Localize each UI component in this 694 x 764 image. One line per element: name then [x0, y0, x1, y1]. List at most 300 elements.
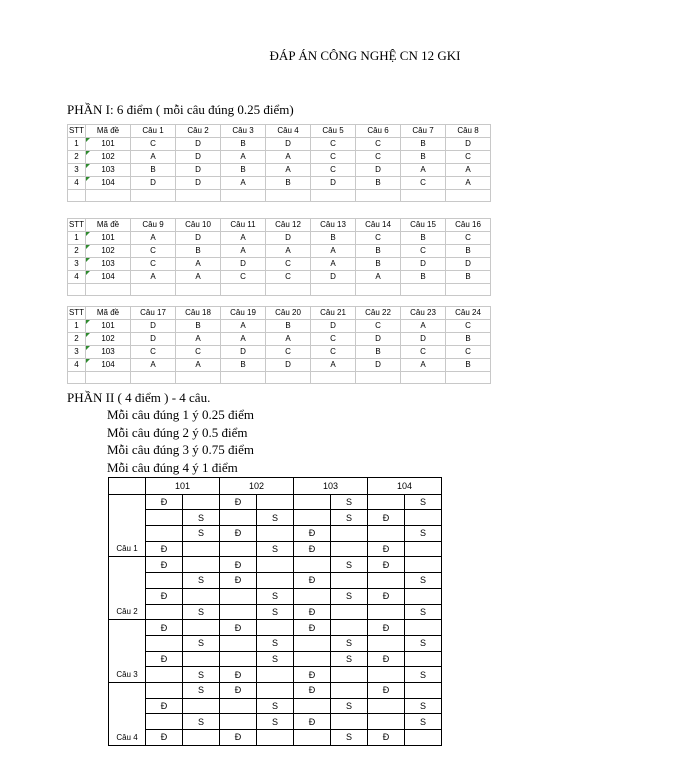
empty-row	[68, 372, 491, 384]
header-cell: Câu 23	[401, 307, 446, 320]
true-false-cell: Đ	[294, 541, 331, 557]
true-false-cell: Đ	[368, 557, 405, 573]
page-title: ĐÁP ÁN CÔNG NGHỆ CN 12 GKI	[269, 48, 461, 63]
true-false-cell: S	[257, 510, 294, 526]
header-cell: Câu 1	[131, 125, 176, 138]
true-false-cell	[294, 635, 331, 651]
answer-cell: B	[356, 346, 401, 359]
answer-cell: A	[446, 164, 491, 177]
table-row	[68, 258, 491, 271]
question-label: Câu 2	[109, 557, 146, 620]
header-cell: Mã đề	[86, 219, 131, 232]
true-false-cell: Đ	[294, 620, 331, 636]
true-false-cell	[257, 573, 294, 589]
true-false-cell	[368, 714, 405, 730]
answer-cell: 103	[86, 258, 131, 271]
answer-cell: A	[176, 359, 221, 372]
answer-table-2	[67, 218, 491, 296]
true-false-cell	[146, 510, 183, 526]
answer-cell: C	[131, 346, 176, 359]
header-cell: Câu 5	[311, 125, 356, 138]
answer-cell: C	[311, 164, 356, 177]
true-false-cell: Đ	[220, 557, 257, 573]
table-row	[68, 245, 491, 258]
true-false-cell	[183, 541, 220, 557]
answer-cell: A	[176, 271, 221, 284]
true-false-cell: Đ	[294, 604, 331, 620]
true-false-cell	[220, 651, 257, 667]
table-row	[109, 494, 442, 510]
header-cell: Câu 7	[401, 125, 446, 138]
true-false-cell	[257, 494, 294, 510]
answer-cell: B	[401, 138, 446, 151]
answer-cell: 3	[68, 346, 86, 359]
answer-cell: C	[356, 138, 401, 151]
answer-cell: B	[131, 164, 176, 177]
empty-cell	[221, 190, 266, 202]
empty-cell	[266, 284, 311, 296]
empty-cell	[221, 372, 266, 384]
table-row	[109, 573, 442, 589]
answer-cell: D	[446, 258, 491, 271]
scoring-rule: Mỗi câu đúng 4 ý 1 điểm	[107, 460, 238, 475]
true-false-cell	[368, 698, 405, 714]
answer-cell: D	[356, 333, 401, 346]
true-false-cell	[183, 557, 220, 573]
true-false-cell: S	[257, 541, 294, 557]
code-header-row	[109, 478, 442, 495]
answer-cell: 4	[68, 177, 86, 190]
true-false-cell: S	[331, 651, 368, 667]
answer-cell: A	[401, 359, 446, 372]
empty-cell	[401, 190, 446, 202]
answer-cell: A	[311, 258, 356, 271]
answer-cell: C	[221, 271, 266, 284]
true-false-cell: Đ	[146, 494, 183, 510]
answer-cell: D	[311, 320, 356, 333]
answer-cell: D	[176, 177, 221, 190]
answer-cell: D	[266, 232, 311, 245]
true-false-cell	[294, 730, 331, 746]
true-false-cell: S	[257, 588, 294, 604]
true-false-cell	[294, 494, 331, 510]
true-false-cell: Đ	[220, 526, 257, 542]
empty-cell	[446, 372, 491, 384]
answer-cell: 104	[86, 177, 131, 190]
true-false-cell	[220, 635, 257, 651]
empty-cell	[311, 284, 356, 296]
true-false-cell	[183, 494, 220, 510]
true-false-cell: S	[405, 698, 442, 714]
answer-cell: C	[311, 346, 356, 359]
answer-cell: A	[401, 164, 446, 177]
table-row	[68, 346, 491, 359]
answer-cell: C	[356, 320, 401, 333]
answer-cell: B	[446, 333, 491, 346]
answer-cell: C	[266, 346, 311, 359]
header-cell: Câu 13	[311, 219, 356, 232]
true-false-cell: Đ	[220, 682, 257, 698]
answer-cell: B	[401, 151, 446, 164]
answer-cell: C	[401, 346, 446, 359]
answer-cell: 102	[86, 333, 131, 346]
answer-cell: D	[221, 346, 266, 359]
true-false-cell: Đ	[220, 620, 257, 636]
part1-heading: PHẦN I: 6 điểm ( mỗi câu đúng 0.25 điểm)	[67, 102, 294, 117]
empty-cell	[86, 372, 131, 384]
answer-cell: B	[356, 245, 401, 258]
table-row	[68, 177, 491, 190]
true-false-cell: S	[331, 557, 368, 573]
empty-cell	[86, 284, 131, 296]
answer-cell: B	[266, 320, 311, 333]
answer-cell: D	[131, 177, 176, 190]
table-row	[109, 730, 442, 746]
true-false-cell: S	[331, 510, 368, 526]
answer-cell: C	[131, 258, 176, 271]
answer-cell: C	[356, 232, 401, 245]
empty-cell	[176, 284, 221, 296]
true-false-cell	[257, 526, 294, 542]
answer-cell: C	[401, 245, 446, 258]
true-false-cell	[331, 541, 368, 557]
true-false-cell	[257, 620, 294, 636]
answer-cell: A	[221, 151, 266, 164]
true-false-cell	[257, 667, 294, 683]
answer-table-1	[67, 124, 491, 202]
true-false-cell: S	[183, 667, 220, 683]
true-false-cell: Đ	[294, 526, 331, 542]
answer-cell: A	[311, 359, 356, 372]
true-false-cell	[146, 635, 183, 651]
header-cell: Câu 4	[266, 125, 311, 138]
true-false-cell: S	[257, 714, 294, 730]
true-false-cell	[405, 541, 442, 557]
header-cell: Câu 24	[446, 307, 491, 320]
true-false-cell	[331, 526, 368, 542]
answer-cell: C	[176, 346, 221, 359]
answer-cell: 102	[86, 245, 131, 258]
empty-row	[68, 284, 491, 296]
true-false-cell: Đ	[220, 573, 257, 589]
answer-cell: B	[446, 359, 491, 372]
exam-code-header: 102	[220, 478, 294, 495]
answer-cell: D	[311, 177, 356, 190]
true-false-cell: S	[331, 588, 368, 604]
table-row	[109, 620, 442, 636]
true-false-cell: Đ	[368, 620, 405, 636]
answer-cell: 2	[68, 151, 86, 164]
table-row	[109, 510, 442, 526]
answer-cell: C	[311, 333, 356, 346]
answer-cell: A	[221, 245, 266, 258]
true-false-cell	[405, 588, 442, 604]
empty-cell	[311, 190, 356, 202]
answer-cell: 3	[68, 164, 86, 177]
empty-cell	[266, 372, 311, 384]
true-false-cell: S	[257, 604, 294, 620]
answer-cell: C	[311, 151, 356, 164]
table-row	[109, 698, 442, 714]
answer-cell: 101	[86, 138, 131, 151]
header-cell: Mã đề	[86, 125, 131, 138]
table-row	[68, 232, 491, 245]
answer-cell: D	[131, 320, 176, 333]
empty-cell	[401, 284, 446, 296]
answer-cell: C	[311, 138, 356, 151]
table-row	[109, 526, 442, 542]
header-cell: Câu 14	[356, 219, 401, 232]
table-row	[109, 651, 442, 667]
answer-cell: A	[131, 151, 176, 164]
true-false-cell: Đ	[294, 573, 331, 589]
true-false-cell	[146, 682, 183, 698]
empty-cell	[131, 284, 176, 296]
true-false-cell	[220, 588, 257, 604]
header-cell: Câu 12	[266, 219, 311, 232]
true-false-cell	[294, 557, 331, 573]
empty-cell	[446, 190, 491, 202]
answer-cell: B	[221, 138, 266, 151]
table-row	[109, 714, 442, 730]
answer-cell: 4	[68, 359, 86, 372]
answer-cell: D	[266, 138, 311, 151]
true-false-cell	[331, 620, 368, 636]
header-cell: STT	[68, 125, 86, 138]
true-false-cell	[257, 730, 294, 746]
true-false-cell: S	[405, 604, 442, 620]
answer-cell: D	[401, 333, 446, 346]
true-false-cell: S	[405, 494, 442, 510]
true-false-cell	[294, 588, 331, 604]
true-false-cell	[368, 635, 405, 651]
header-cell: STT	[68, 219, 86, 232]
header-cell: Câu 10	[176, 219, 221, 232]
answer-cell: 1	[68, 320, 86, 333]
true-false-cell: Đ	[220, 667, 257, 683]
true-false-cell: Đ	[294, 667, 331, 683]
true-false-cell: S	[331, 698, 368, 714]
answer-cell: B	[446, 245, 491, 258]
empty-row	[68, 190, 491, 202]
true-false-cell: S	[183, 604, 220, 620]
header-cell: Câu 2	[176, 125, 221, 138]
true-false-cell	[405, 620, 442, 636]
header-cell: Câu 8	[446, 125, 491, 138]
answer-cell: C	[446, 232, 491, 245]
part2-heading: PHẦN II ( 4 điểm ) - 4 câu.	[67, 390, 211, 405]
true-false-cell	[183, 698, 220, 714]
answer-cell: C	[131, 138, 176, 151]
true-false-cell	[257, 682, 294, 698]
answer-cell: B	[221, 359, 266, 372]
true-false-cell: Đ	[368, 682, 405, 698]
true-false-cell	[294, 510, 331, 526]
answer-cell: B	[401, 271, 446, 284]
answer-cell: 101	[86, 320, 131, 333]
table-row	[109, 667, 442, 683]
true-false-cell: S	[331, 730, 368, 746]
answer-cell: A	[266, 245, 311, 258]
true-false-cell	[405, 730, 442, 746]
header-cell: Câu 15	[401, 219, 446, 232]
question-label: Câu 4	[109, 682, 146, 745]
header-cell: Câu 17	[131, 307, 176, 320]
true-false-cell: Đ	[146, 651, 183, 667]
true-false-cell: S	[405, 635, 442, 651]
scoring-rule: Mỗi câu đúng 2 ý 0.5 điểm	[107, 425, 248, 440]
answer-cell: D	[176, 164, 221, 177]
true-false-cell	[405, 510, 442, 526]
answer-cell: A	[221, 232, 266, 245]
scoring-rule: Mỗi câu đúng 1 ý 0.25 điểm	[107, 407, 254, 422]
scoring-rule: Mỗi câu đúng 3 ý 0.75 điểm	[107, 442, 254, 457]
empty-cell	[68, 190, 86, 202]
true-false-cell	[183, 620, 220, 636]
true-false-cell	[146, 714, 183, 730]
answer-cell: 103	[86, 346, 131, 359]
answer-cell: C	[356, 151, 401, 164]
answer-cell: D	[446, 138, 491, 151]
table-row	[68, 359, 491, 372]
answer-cell: A	[401, 320, 446, 333]
true-false-cell: Đ	[146, 698, 183, 714]
true-false-cell	[294, 698, 331, 714]
answer-cell: 2	[68, 333, 86, 346]
true-false-cell: Đ	[294, 714, 331, 730]
answer-cell: 1	[68, 232, 86, 245]
answer-cell: D	[176, 138, 221, 151]
empty-cell	[131, 190, 176, 202]
answer-table-3	[67, 306, 491, 384]
true-false-cell: Đ	[368, 588, 405, 604]
header-cell: Câu 6	[356, 125, 401, 138]
answer-cell: A	[176, 333, 221, 346]
true-false-cell: Đ	[220, 494, 257, 510]
true-false-cell	[405, 557, 442, 573]
empty-cell	[311, 372, 356, 384]
true-false-cell: S	[183, 682, 220, 698]
true-false-cell	[220, 604, 257, 620]
true-false-cell	[146, 573, 183, 589]
answer-cell: C	[266, 271, 311, 284]
empty-cell	[446, 284, 491, 296]
table-row	[109, 541, 442, 557]
answer-cell: D	[176, 232, 221, 245]
true-false-cell	[146, 604, 183, 620]
answer-cell: A	[221, 177, 266, 190]
header-cell: Câu 18	[176, 307, 221, 320]
answer-cell: B	[266, 177, 311, 190]
true-false-cell	[294, 651, 331, 667]
true-false-cell	[368, 573, 405, 589]
empty-cell	[131, 372, 176, 384]
table-header-row	[68, 125, 491, 138]
true-false-cell: Đ	[146, 620, 183, 636]
true-false-cell	[368, 604, 405, 620]
true-false-cell: S	[183, 573, 220, 589]
answer-cell: A	[266, 151, 311, 164]
true-false-cell: S	[405, 526, 442, 542]
true-false-cell: Đ	[294, 682, 331, 698]
true-false-cell	[331, 573, 368, 589]
table-row	[68, 138, 491, 151]
answer-cell: A	[266, 333, 311, 346]
empty-cell	[68, 284, 86, 296]
answer-cell: A	[131, 359, 176, 372]
true-false-cell	[368, 526, 405, 542]
table-row	[68, 164, 491, 177]
answer-cell: 101	[86, 232, 131, 245]
answer-cell: A	[356, 271, 401, 284]
table-row	[109, 588, 442, 604]
empty-cell	[356, 284, 401, 296]
true-false-cell	[220, 698, 257, 714]
table-header-row	[68, 219, 491, 232]
empty-cell	[176, 372, 221, 384]
true-false-table	[108, 477, 442, 746]
answer-cell: A	[176, 258, 221, 271]
table-header-row	[68, 307, 491, 320]
answer-cell: A	[131, 232, 176, 245]
empty-cell	[266, 190, 311, 202]
true-false-cell: Đ	[368, 510, 405, 526]
true-false-cell	[220, 510, 257, 526]
true-false-cell: S	[183, 510, 220, 526]
true-false-cell	[220, 714, 257, 730]
empty-cell	[356, 190, 401, 202]
answer-cell: C	[446, 346, 491, 359]
true-false-cell: Đ	[368, 730, 405, 746]
true-false-cell	[257, 557, 294, 573]
header-cell: Câu 16	[446, 219, 491, 232]
answer-cell: 1	[68, 138, 86, 151]
true-false-cell	[368, 667, 405, 683]
true-false-cell: Đ	[368, 651, 405, 667]
empty-cell	[401, 372, 446, 384]
header-cell: Câu 3	[221, 125, 266, 138]
answer-cell: D	[176, 151, 221, 164]
header-cell: Câu 20	[266, 307, 311, 320]
true-false-cell	[146, 667, 183, 683]
true-false-cell	[183, 588, 220, 604]
header-cell: STT	[68, 307, 86, 320]
empty-cell	[221, 284, 266, 296]
answer-cell: 103	[86, 164, 131, 177]
true-false-cell	[183, 730, 220, 746]
true-false-cell	[368, 494, 405, 510]
answer-cell: A	[446, 177, 491, 190]
answer-cell: D	[221, 258, 266, 271]
true-false-cell	[183, 651, 220, 667]
true-false-cell: S	[405, 573, 442, 589]
answer-cell: C	[266, 258, 311, 271]
table-row	[68, 320, 491, 333]
answer-cell: 104	[86, 359, 131, 372]
table-row	[68, 271, 491, 284]
true-false-cell	[146, 526, 183, 542]
question-label: Câu 1	[109, 494, 146, 557]
answer-cell: 3	[68, 258, 86, 271]
true-false-cell	[331, 667, 368, 683]
answer-cell: B	[221, 164, 266, 177]
true-false-cell: S	[183, 526, 220, 542]
table-row	[68, 333, 491, 346]
exam-code-header: 103	[294, 478, 368, 495]
answer-cell: B	[176, 320, 221, 333]
empty-cell	[356, 372, 401, 384]
answer-cell: D	[266, 359, 311, 372]
